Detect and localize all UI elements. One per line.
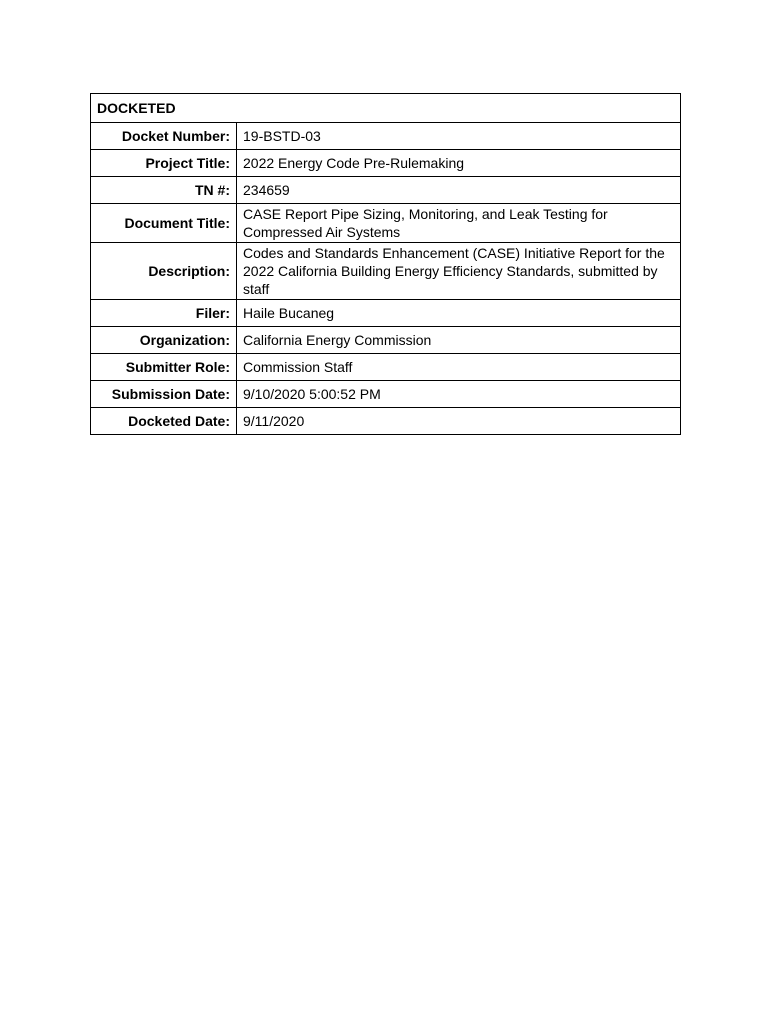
table-row-docket-number — [91, 123, 681, 150]
submission-date-label: Submission Date: — [91, 381, 237, 408]
table-row-docketed-date — [91, 408, 681, 435]
tn-value: 234659 — [237, 177, 681, 204]
submitter-role-label: Submitter Role: — [91, 354, 237, 381]
docketed-title: DOCKETED — [91, 94, 681, 123]
table-row-tn — [91, 177, 681, 204]
tn-label: TN #: — [91, 177, 237, 204]
table-row-description — [91, 243, 681, 300]
docket-number-label: Docket Number: — [91, 123, 237, 150]
organization-value: California Energy Commission — [237, 327, 681, 354]
submitter-role-value: Commission Staff — [237, 354, 681, 381]
docket-number-value: 19-BSTD-03 — [237, 123, 681, 150]
table-row-project-title — [91, 150, 681, 177]
document-title-label: Document Title: — [91, 204, 237, 243]
description-label: Description: — [91, 243, 237, 300]
project-title-label: Project Title: — [91, 150, 237, 177]
project-title-value: 2022 Energy Code Pre-Rulemaking — [237, 150, 681, 177]
description-value: Codes and Standards Enhancement (CASE) Initiative Report for the 2022 California Building Energy Efficiency Standards, submitted by staff — [237, 243, 681, 300]
table-row-filer — [91, 300, 681, 327]
docketed-date-label: Docketed Date: — [91, 408, 237, 435]
organization-label: Organization: — [91, 327, 237, 354]
docket-table — [90, 93, 681, 435]
table-row-submission-date — [91, 381, 681, 408]
table-row-submitter-role — [91, 354, 681, 381]
docket-header-row — [91, 94, 681, 123]
submission-date-value: 9/10/2020 5:00:52 PM — [237, 381, 681, 408]
filer-value: Haile Bucaneg — [237, 300, 681, 327]
docketed-date-value: 9/11/2020 — [237, 408, 681, 435]
document-title-value: CASE Report Pipe Sizing, Monitoring, and Leak Testing for Compressed Air Systems — [237, 204, 681, 243]
filer-label: Filer: — [91, 300, 237, 327]
table-row-document-title — [91, 204, 681, 243]
table-row-organization — [91, 327, 681, 354]
